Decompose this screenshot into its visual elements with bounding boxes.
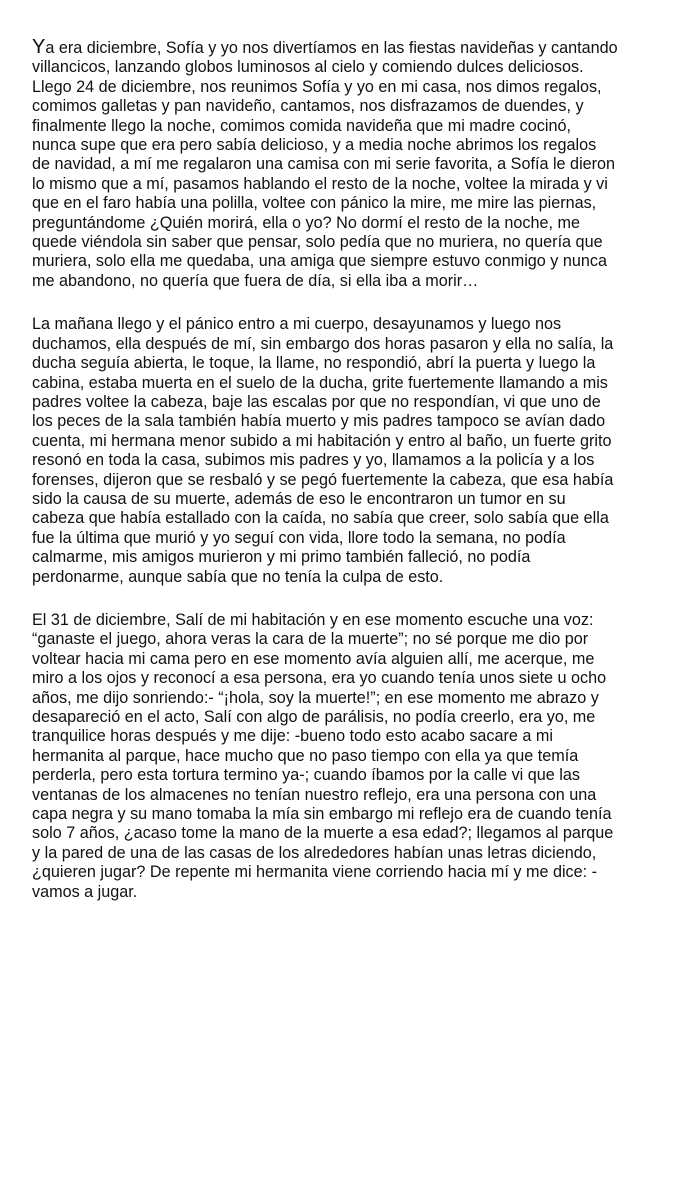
text-line: ducha seguía abierta, le toque, la llame, no respondió, abrí la puerta y luego la	[32, 354, 596, 373]
text-line: forenses, dijeron que se resbaló y se pegó fuertemente la cabeza, que esa había	[32, 470, 614, 489]
text-line: preguntándome ¿Quién morirá, ella o yo? No dormí el resto de la noche, me	[32, 213, 580, 232]
text-line: Llego 24 de diciembre, nos reunimos Sofía y yo en mi casa, nos dimos regalos,	[32, 77, 602, 96]
text-line: padres voltee la cabeza, baje las escalas por que no respondían, vi que uno de	[32, 392, 601, 411]
text-line: finalmente llego la noche, comimos comida navideña que mi madre cocinó,	[32, 116, 571, 135]
text-line: muriera, solo ella me quedaba, una amiga que siempre estuvo conmigo y nunca	[32, 252, 607, 271]
text-line: duchamos, ella después de mí, sin embargo dos horas pasaron y ella no salía, la	[32, 334, 614, 353]
text-line: miro a los ojos y reconocí a esa persona, era yo cuando tenía unos siete u ocho	[32, 669, 607, 688]
text-line: El 31 de diciembre, Salí de mi habitación y en ese momento escuche una voz:	[32, 610, 594, 629]
text-line: comimos galletas y pan navideño, cantamos, nos disfrazamos de duendes, y	[32, 97, 584, 116]
text-line: perderla, pero esta tortura termino ya-; cuando íbamos por la calle vi que las	[32, 766, 580, 785]
text-line: los peces de la sala también había muerto y mis padres tampoco se avían dado	[32, 412, 606, 431]
text-line: “ganaste el juego, ahora veras la cara de la muerte”; no sé porque me dio por	[32, 630, 589, 649]
text-line: hermanita al parque, hace mucho que no paso tiempo con ella ya que temía	[32, 746, 579, 765]
text-line: de navidad, a mí me regalaron una camisa con mi serie favorita, a Sofía le dieron	[32, 155, 616, 174]
text-line: cuenta, mi hermana menor subido a mi habitación y entro al baño, un fuerte grito	[32, 431, 612, 450]
text-line: calmarme, mis amigos murieron y mi primo también falleció, no podía	[32, 548, 531, 567]
text-line: que en el faro había una polilla, voltee con pánico la mire, me mire las piernas,	[32, 194, 597, 213]
text-line: tranquilice horas después y me dije: -bueno todo esto acabo sacare a mi	[32, 727, 554, 746]
text-line: cabina, estaba muerta en el suelo de la ducha, grite fuertemente llamando a mis	[32, 373, 608, 392]
text-line: quede viéndola sin saber que pensar, solo pedía que no muriera, no quería que	[32, 233, 603, 252]
paragraph-3	[32, 611, 682, 902]
text-line: desapareció en el acto, Salí con algo de parálisis, no podía creerlo, era yo, me	[32, 708, 596, 726]
text-line: lo mismo que a mí, pasamos hablando el resto de la noche, voltee la mirada y vi	[32, 174, 608, 193]
text-line: resonó en toda la casa, subimos mis padres y yo, llamamos a la policía y a los	[32, 451, 595, 470]
document-body	[32, 38, 682, 926]
text-line: nunca supe que era pero sabía delicioso, y a media noche abrimos los regalos	[32, 136, 597, 155]
text-line: años, me dijo sonriendo:- “¡hola, soy la muerte!”; en ese momento me abrazo y	[32, 688, 599, 707]
text-line: ¿quieren jugar? De repente mi hermanita viene corriendo hacia mí y me dice: -	[32, 863, 598, 882]
text-line: vamos a jugar.	[32, 882, 138, 901]
text-line: ventanas de los almacenes no tenían nuestro reflejo, era una persona con una	[32, 785, 597, 804]
text-line: solo 7 años, ¿acaso tome la mano de la muerte a esa edad?; llegamos al parque	[32, 824, 614, 843]
text-line: sido la causa de su muerte, además de eso le encontraron un tumor en su	[32, 489, 566, 508]
text-line: villancicos, lanzando globos luminosos al cielo y comiendo dulces deliciosos.	[32, 58, 584, 77]
text-line: me abandono, no quería que fuera de día, si ella iba a morir…	[32, 271, 479, 290]
text-line: voltear hacia mi cama pero en ese momento avía alguien allí, me acerque, me	[32, 649, 595, 668]
text-line: La mañana llego y el pánico entro a mi cuerpo, desayunamos y luego nos	[32, 315, 562, 334]
text-line: y la pared de una de las casas de los alrededores habían unas letras diciendo,	[32, 843, 597, 862]
text-line: capa negra y su mano tomaba la mía sin embargo mi reflejo era de cuando tenía	[32, 805, 612, 824]
text-line: cabeza que había estallado con la caída, no sabía que creer, solo sabía que ella	[32, 509, 609, 528]
text-line: Ya era diciembre, Sofía y yo nos divertíamos en las fiestas navideñas y cantando	[32, 36, 618, 58]
text-line: fue la última que murió y yo seguí con vida, llore todo la semana, no podía	[32, 528, 566, 547]
paragraph-1	[32, 38, 682, 291]
paragraph-2	[32, 315, 682, 587]
text-line: perdonarme, aunque sabía que no tenía la culpa de esto.	[32, 567, 444, 586]
